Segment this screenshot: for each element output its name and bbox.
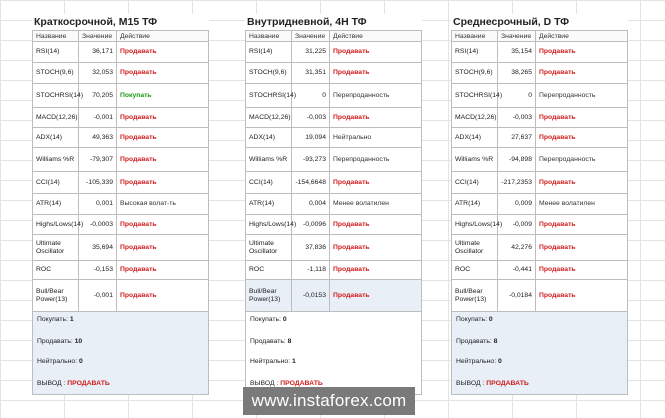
indicator-name: Highs/Lows(14) xyxy=(452,215,498,235)
summary-neutral: Нейтрально: 0 xyxy=(37,358,83,365)
indicator-value: 0,009 xyxy=(498,194,536,215)
table-row xyxy=(246,194,422,215)
indicator-name: Highs/Lows(14) xyxy=(246,215,292,235)
indicator-action: Продавать xyxy=(117,235,209,261)
panel-title: Краткосрочной, M15 ТФ xyxy=(32,14,209,30)
indicator-action: Продавать xyxy=(330,172,422,194)
header-value: Значение xyxy=(79,31,117,42)
table-row xyxy=(246,42,422,63)
table-row xyxy=(452,235,628,261)
indicator-name: Ultimate Oscillator xyxy=(33,235,79,261)
indicator-name: ROC xyxy=(452,261,498,280)
indicator-value: -0,003 xyxy=(292,108,330,128)
table-row xyxy=(33,215,209,235)
indicator-value: -217,2353 xyxy=(498,172,536,194)
indicator-value: -0,001 xyxy=(79,280,117,312)
indicator-action: Продавать xyxy=(330,235,422,261)
indicator-name: CCI(14) xyxy=(452,172,498,194)
indicator-name: ADX(14) xyxy=(33,128,79,148)
indicator-name: RSI(14) xyxy=(246,42,292,63)
summary-verdict: ВЫВОД : ПРОДАВАТЬ xyxy=(250,380,323,387)
indicator-action: Перепроданность xyxy=(536,84,628,108)
indicator-value: 38,265 xyxy=(498,63,536,84)
header-name: Название xyxy=(246,31,292,42)
indicator-name: CCI(14) xyxy=(246,172,292,194)
indicator-action: Продавать xyxy=(330,108,422,128)
indicator-value: -154,6648 xyxy=(292,172,330,194)
table-row xyxy=(452,194,628,215)
table-row xyxy=(246,280,422,312)
indicator-name: ROC xyxy=(246,261,292,280)
watermark: www.instaforex.com xyxy=(243,387,415,415)
header-name: Название xyxy=(452,31,498,42)
summary-box xyxy=(451,312,628,395)
indicator-name: MACD(12,26) xyxy=(246,108,292,128)
indicator-name: Ultimate Oscillator xyxy=(246,235,292,261)
indicator-name: STOCH(9,6) xyxy=(452,63,498,84)
indicator-name: STOCHRSI(14) xyxy=(452,84,498,108)
table-row xyxy=(246,128,422,148)
indicator-value: 42,276 xyxy=(498,235,536,261)
table-row xyxy=(33,194,209,215)
table-row xyxy=(33,63,209,84)
indicator-table xyxy=(245,30,422,312)
table-row xyxy=(452,172,628,194)
indicator-action: Продавать xyxy=(536,261,628,280)
indicator-action: Продавать xyxy=(536,215,628,235)
summary-sell: Продавать: 10 xyxy=(37,338,83,345)
indicator-name: STOCHRSI(14) xyxy=(33,84,79,108)
indicator-action: Перепроданность xyxy=(536,148,628,172)
indicator-value: -1,118 xyxy=(292,261,330,280)
table-row xyxy=(33,172,209,194)
indicator-value: 0 xyxy=(292,84,330,108)
header-action: Действие xyxy=(117,31,209,42)
indicator-name: ATR(14) xyxy=(33,194,79,215)
table-row xyxy=(33,148,209,172)
indicator-value: 31,351 xyxy=(292,63,330,84)
indicator-rows xyxy=(33,42,209,312)
indicator-name: MACD(12,26) xyxy=(452,108,498,128)
table-row xyxy=(246,172,422,194)
summary-neutral: Нейтрально: 0 xyxy=(456,358,502,365)
table-row xyxy=(33,280,209,312)
indicator-name: ROC xyxy=(33,261,79,280)
header-name: Название xyxy=(33,31,79,42)
summary-box xyxy=(32,312,209,395)
indicator-action: Продавать xyxy=(117,42,209,63)
indicator-name: CCI(14) xyxy=(33,172,79,194)
header-action: Действие xyxy=(536,31,628,42)
indicator-action: Продавать xyxy=(536,280,628,312)
table-row xyxy=(33,108,209,128)
indicator-value: 27,637 xyxy=(498,128,536,148)
indicator-action: Продавать xyxy=(117,148,209,172)
indicator-action: Перепроданность xyxy=(330,84,422,108)
table-row xyxy=(246,84,422,108)
header-value: Значение xyxy=(498,31,536,42)
indicator-value: 19,094 xyxy=(292,128,330,148)
indicator-value: 37,836 xyxy=(292,235,330,261)
indicator-value: -105,339 xyxy=(79,172,117,194)
indicator-name: Highs/Lows(14) xyxy=(33,215,79,235)
table-row xyxy=(246,235,422,261)
table-row xyxy=(452,42,628,63)
indicator-action: Продавать xyxy=(330,261,422,280)
indicator-action: Продавать xyxy=(117,172,209,194)
table-row xyxy=(33,84,209,108)
table-row xyxy=(452,215,628,235)
summary-verdict: ВЫВОД : ПРОДАВАТЬ xyxy=(456,380,529,387)
table-row xyxy=(33,261,209,280)
indicator-action: Продавать xyxy=(117,108,209,128)
summary-buy: Покупать: 1 xyxy=(37,316,74,323)
indicator-action: Продавать xyxy=(536,128,628,148)
indicator-name: ADX(14) xyxy=(452,128,498,148)
indicator-value: -0,003 xyxy=(498,108,536,128)
indicator-value: 49,363 xyxy=(79,128,117,148)
indicator-name: STOCH(9,6) xyxy=(246,63,292,84)
table-header-row xyxy=(33,31,209,42)
indicator-action: Покупать xyxy=(117,84,209,108)
indicator-value: 0,004 xyxy=(292,194,330,215)
indicator-value: 0 xyxy=(498,84,536,108)
table-row xyxy=(33,42,209,63)
table-row xyxy=(452,63,628,84)
indicator-name: Williams %R xyxy=(33,148,79,172)
indicator-action: Продавать xyxy=(117,63,209,84)
indicator-value: -0,441 xyxy=(498,261,536,280)
indicator-name: ATR(14) xyxy=(452,194,498,215)
indicator-name: Bull/Bear Power(13) xyxy=(452,280,498,312)
indicator-rows xyxy=(452,42,628,312)
indicator-value: -0,0096 xyxy=(292,215,330,235)
indicator-value: 32,053 xyxy=(79,63,117,84)
table-row xyxy=(33,128,209,148)
indicator-name: STOCH(9,6) xyxy=(33,63,79,84)
table-header-row xyxy=(246,31,422,42)
table-row xyxy=(452,261,628,280)
indicator-action: Продавать xyxy=(536,42,628,63)
indicator-action: Менее волатилен xyxy=(330,194,422,215)
indicator-table xyxy=(451,30,628,312)
summary-sell: Продавать: 8 xyxy=(456,338,498,345)
indicator-action: Продавать xyxy=(117,261,209,280)
indicator-value: 31,225 xyxy=(292,42,330,63)
table-row xyxy=(246,148,422,172)
indicator-action: Продавать xyxy=(330,63,422,84)
indicator-name: RSI(14) xyxy=(33,42,79,63)
indicator-value: -94,898 xyxy=(498,148,536,172)
indicator-value: -0,009 xyxy=(498,215,536,235)
indicator-action: Продавать xyxy=(330,280,422,312)
indicator-action: Продавать xyxy=(117,280,209,312)
indicator-value: 70,205 xyxy=(79,84,117,108)
summary-neutral: Нейтрально: 1 xyxy=(250,358,296,365)
indicator-value: 35,154 xyxy=(498,42,536,63)
indicator-value: -93,273 xyxy=(292,148,330,172)
indicator-action: Продавать xyxy=(536,235,628,261)
table-row xyxy=(452,84,628,108)
table-row xyxy=(246,215,422,235)
indicator-value: -0,153 xyxy=(79,261,117,280)
indicator-name: ADX(14) xyxy=(246,128,292,148)
indicator-value: -0,0184 xyxy=(498,280,536,312)
summary-box xyxy=(245,312,422,395)
panel-m15 xyxy=(32,14,209,395)
summary-buy: Покупать: 0 xyxy=(250,316,287,323)
indicator-name: RSI(14) xyxy=(452,42,498,63)
table-header-row xyxy=(452,31,628,42)
indicator-action: Продавать xyxy=(330,215,422,235)
indicator-action: Продавать xyxy=(117,128,209,148)
table-row xyxy=(452,108,628,128)
table-row xyxy=(452,128,628,148)
summary-buy: Покупать: 0 xyxy=(456,316,493,323)
panel-4h xyxy=(245,14,422,395)
indicator-value: 35,694 xyxy=(79,235,117,261)
indicator-name: MACD(12,26) xyxy=(33,108,79,128)
indicator-action: Продавать xyxy=(536,63,628,84)
indicator-name: Bull/Bear Power(13) xyxy=(246,280,292,312)
indicator-name: Bull/Bear Power(13) xyxy=(33,280,79,312)
indicator-action: Высокая волат-ть xyxy=(117,194,209,215)
indicator-rows xyxy=(246,42,422,312)
table-row xyxy=(452,148,628,172)
indicator-action: Перепроданность xyxy=(330,148,422,172)
table-row xyxy=(246,63,422,84)
header-action: Действие xyxy=(330,31,422,42)
indicator-name: Williams %R xyxy=(246,148,292,172)
header-value: Значение xyxy=(292,31,330,42)
indicator-action: Продавать xyxy=(330,42,422,63)
panel-title: Среднесрочный, D ТФ xyxy=(451,14,628,30)
panel-title: Внутридневной, 4H ТФ xyxy=(245,14,422,30)
indicator-action: Продавать xyxy=(117,215,209,235)
table-row xyxy=(246,261,422,280)
table-row xyxy=(33,235,209,261)
indicator-value: -0,001 xyxy=(79,108,117,128)
indicator-value: 0,001 xyxy=(79,194,117,215)
summary-sell: Продавать: 8 xyxy=(250,338,292,345)
indicator-action: Менее волатилен xyxy=(536,194,628,215)
panel-d xyxy=(451,14,628,395)
indicator-action: Нейтрально xyxy=(330,128,422,148)
indicator-table xyxy=(32,30,209,312)
table-row xyxy=(452,280,628,312)
indicator-action: Продавать xyxy=(536,172,628,194)
indicator-name: Ultimate Oscillator xyxy=(452,235,498,261)
table-row xyxy=(246,108,422,128)
indicator-action: Продавать xyxy=(536,108,628,128)
indicator-value: 36,171 xyxy=(79,42,117,63)
indicator-value: -0,0153 xyxy=(292,280,330,312)
indicator-name: STOCHRSI(14) xyxy=(246,84,292,108)
indicator-name: ATR(14) xyxy=(246,194,292,215)
summary-verdict: ВЫВОД : ПРОДАВАТЬ xyxy=(37,380,110,387)
indicator-value: -0,0003 xyxy=(79,215,117,235)
indicator-value: -79,307 xyxy=(79,148,117,172)
indicator-name: Williams %R xyxy=(452,148,498,172)
